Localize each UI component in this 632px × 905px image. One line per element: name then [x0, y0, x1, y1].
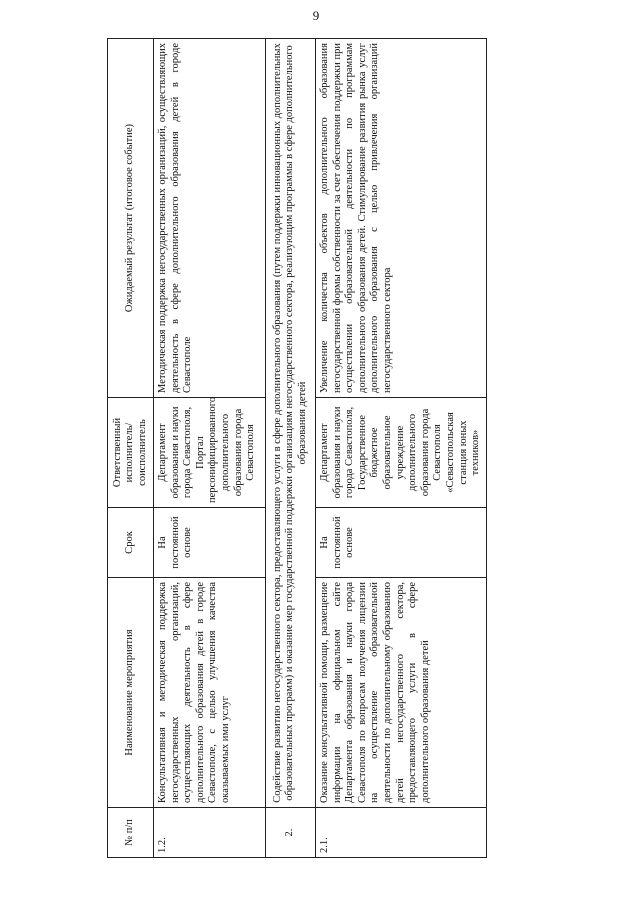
table-row	[154, 39, 266, 858]
section-title: Содействие развитию негосударственного сектора, предоставляющего услуги в сфере дополнительного образования (путем поддержки инновационных дополнительных образовательных программ) и оказание мер государственной поддержки организациям негосударственного сектора, реализующим программы в сфере дополнительного образования детей	[266, 39, 316, 808]
section-row	[266, 39, 316, 858]
row-name: Оказание консультативной помощи, размещение информации на официальном сайте Департамента образования и науки города Севастополя по вопросам получения лицензии на осуществление образовательной деятельности по дополнительному образованию детей негосударственного сектора, предоставляющего услуги в сфере дополнительного образования детей	[316, 578, 487, 808]
rotated-table-container	[107, 38, 482, 858]
header-result: Ожидаемый результат (итоговое событие)	[108, 39, 154, 398]
row-term: На постоянной основе	[154, 508, 266, 578]
page-number: 9	[312, 8, 320, 23]
row-result: Увеличение количества объектов дополнительного образования негосударственной формы собственности за счет обеспечения поддержки при осуществлении образовательной деятельности по программам дополнительного образования детей. Стимулирование развития рынка услуг дополнительного образования с целью привлечения организаций негосударственного сектора	[316, 39, 487, 398]
row-responsible: Департамент образования и науки города Севастополя, Государственное бюджетное образовательное учреждение дополнительного образования города Севастополя «Севастопольская станция юных техников»	[316, 398, 487, 508]
header-responsible: Ответственный исполнитель/ соисполнитель	[108, 398, 154, 508]
table-frame	[107, 38, 482, 858]
table-header-row	[108, 39, 154, 858]
header-name: Наименование мероприятия	[108, 578, 154, 808]
row-term: На постоянной основе	[316, 508, 487, 578]
header-num: № п/п	[108, 808, 154, 858]
row-num: 2.1.	[316, 808, 487, 858]
row-result: Методическая поддержка негосударственных организаций, осуществляющих деятельность в сфере дополнительного образования детей в городе Севастополе	[154, 39, 266, 398]
row-name: Консультативная и методическая поддержка негосударственных организаций, осуществляющих деятельность в сфере дополнительного образования детей в городе Севастополе, с целью улучшения качества оказываемых ими услуг	[154, 578, 266, 808]
table-row	[316, 39, 487, 858]
row-responsible: Департамент образования и науки города Севастополя, Портал персонифицированного дополнительного образования города Севастополя	[154, 398, 266, 508]
header-term: Срок	[108, 508, 154, 578]
section-num: 2.	[266, 808, 316, 858]
measures-table	[107, 38, 487, 858]
row-num: 1.2.	[154, 808, 266, 858]
